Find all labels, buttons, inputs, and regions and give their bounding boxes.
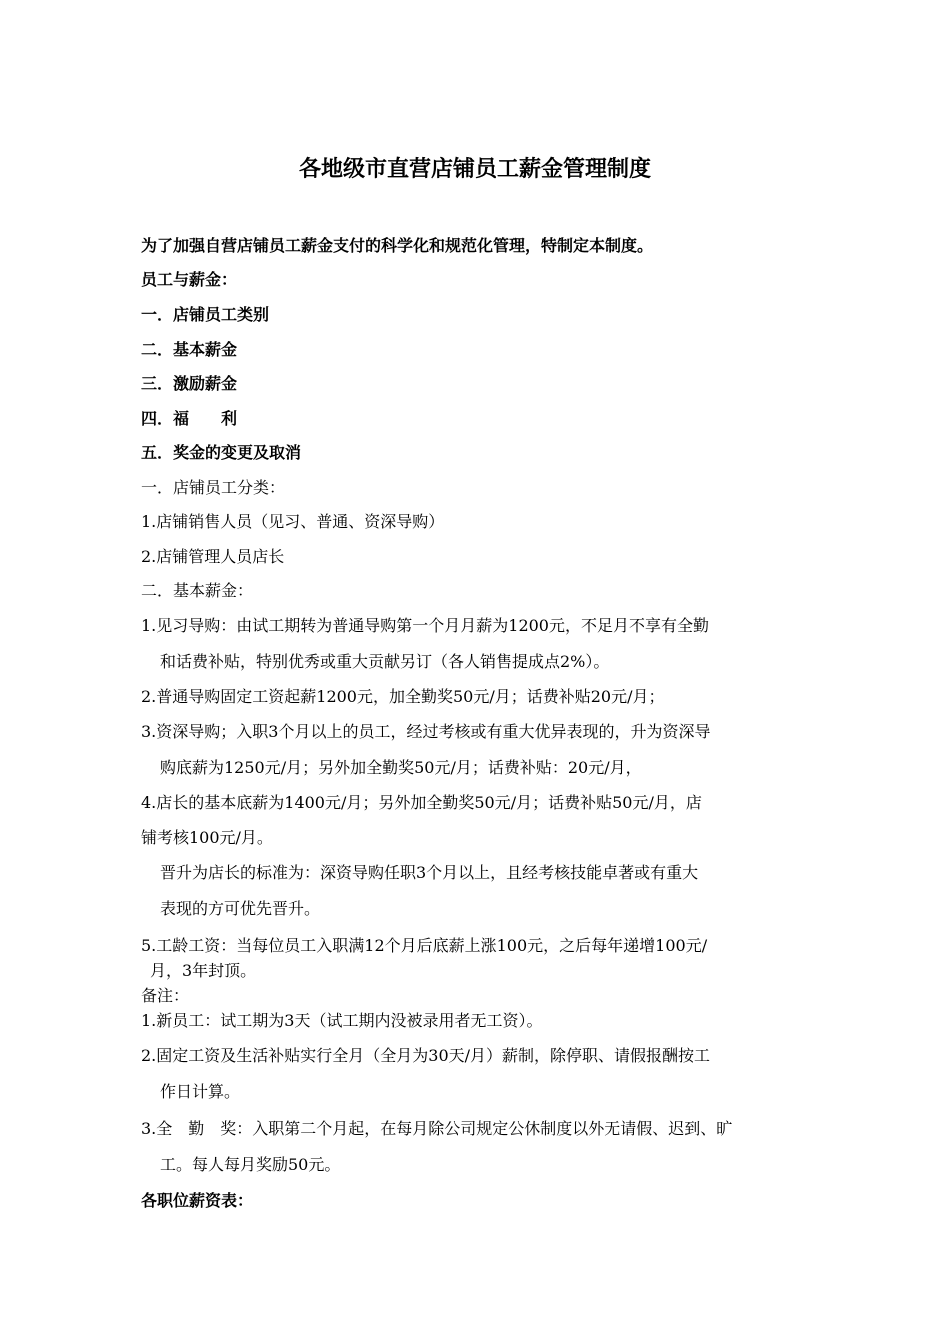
list-item-continuation: 铺考核100元/月。: [141, 828, 273, 847]
note-item: 3.全 勤 奖：入职第二个月起，在每月除公司规定公休制度以外无请假、迟到、旷: [141, 1119, 733, 1138]
note-item: 1.新员工：试工期为3天（试工期内没被录用者无工资）。: [141, 1011, 543, 1030]
note-item-continuation: 工。每人每月奖励50元。: [160, 1155, 341, 1174]
document-title: 各地级市直营店铺员工薪金管理制度: [298, 157, 651, 182]
outline-heading: 员工与薪金：: [141, 270, 238, 289]
outline-item: 五．奖金的变更及取消: [141, 443, 302, 462]
salary-table-heading: 各职位薪资表：: [141, 1191, 254, 1210]
section1-heading: 一．店铺员工分类：: [141, 478, 286, 497]
section2-heading: 二．基本薪金：: [141, 581, 254, 600]
outline-item: 一．店铺员工类别: [141, 305, 270, 324]
notes-heading: 备注：: [141, 986, 190, 1005]
list-item-continuation: 和话费补贴，特别优秀或重大贡献另订（各人销售提成点2%）。: [160, 652, 610, 671]
list-item: 2.普通导购固定工资起薪1200元，加全勤奖50元/月；话费补贴20元/月；: [141, 687, 665, 706]
note-item: 2.固定工资及生活补贴实行全月（全月为30天/月）薪制，除停职、请假报酬按工: [141, 1046, 711, 1065]
list-item: 1.见习导购：由试工期转为普通导购第一个月月薪为1200元，不足月不享有全勤: [141, 616, 709, 635]
outline-item: 三．激励薪金: [141, 374, 238, 393]
outline-item: 四．福 利: [141, 409, 238, 428]
list-item: 5.工龄工资：当每位员工入职满12个月后底薪上涨100元，之后每年递增100元/: [141, 936, 708, 955]
list-item: 3.资深导购；入职3个月以上的员工，经过考核或有重大优异表现的，升为资深导: [141, 722, 711, 741]
promotion-text: 表现的方可优先晋升。: [160, 899, 321, 918]
list-item-continuation: 购底薪为1250元/月；另外加全勤奖50元/月；话费补贴：20元/月，: [160, 758, 642, 777]
outline-item: 二．基本薪金: [141, 340, 238, 359]
promotion-text: 晋升为店长的标准为：深资导购任职3个月以上，且经考核技能卓著或有重大: [160, 863, 699, 882]
list-item: 1.店铺销售人员（见习、普通、资深导购）: [141, 512, 445, 531]
list-item: 4.店长的基本底薪为1400元/月；另外加全勤奖50元/月；话费补贴50元/月，店: [141, 793, 702, 812]
list-item-continuation: 月，3年封顶。: [150, 961, 257, 980]
list-item: 2.店铺管理人员店长: [141, 547, 285, 566]
intro-text: 为了加强自营店铺员工薪金支付的科学化和规范化管理，特制定本制度。: [141, 236, 654, 255]
note-item-continuation: 作日计算。: [160, 1082, 241, 1101]
